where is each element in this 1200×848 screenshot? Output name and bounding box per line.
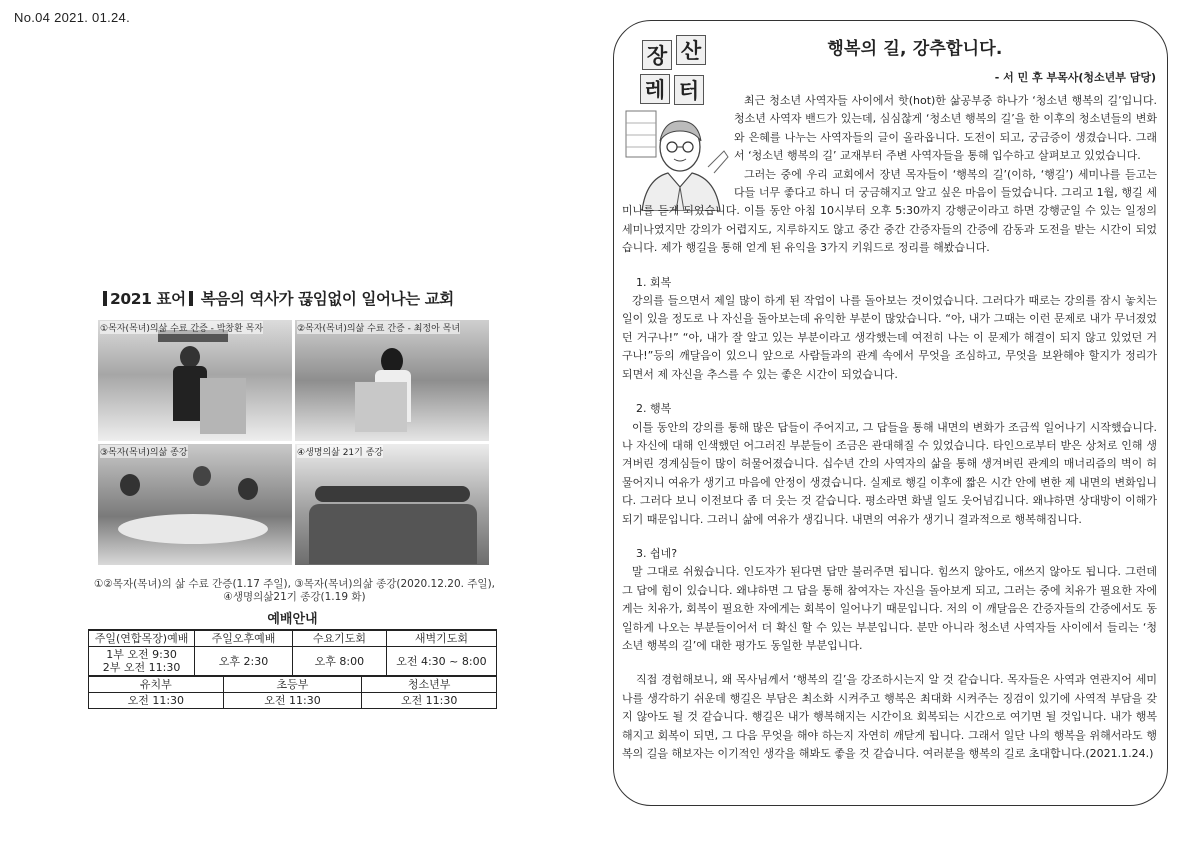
photo-label: ①목자(목녀)의삶 수료 간증 - 박창환 목자 (100, 321, 263, 334)
worship-header-dawn: 새벽기도회 (386, 630, 496, 647)
worship-table (88, 629, 497, 676)
section-heading-recovery: 1. 회복 (636, 275, 672, 289)
worship-header-sunday-afternoon: 주일오후예배 (195, 630, 293, 647)
column-tag-char: 장 (642, 40, 672, 70)
photo-testimony-1 (98, 320, 292, 441)
column-tag-char: 터 (674, 75, 704, 105)
worship-header-wednesday: 수요기도회 (292, 630, 386, 647)
worship-time-dawn: 오전 4:30 ~ 8:00 (386, 647, 496, 676)
photo-label: ②목자(목녀)의삶 수료 간증 - 최정아 목녀 (297, 321, 460, 334)
worship-header-sunday: 주일(연합목장)예배 (89, 630, 195, 647)
section-body-recovery: 강의를 들으면서 제일 많이 하게 된 작업이 나를 돌아보는 것이었습니다. 그러다가 때로는 강의를 잠시 놓치는 일이 있을 정도로 나 자신을 돌아보는데 유익한 부분이 많았습니다. “아, 내가 그때는 이런 문제로 내가 무너졌었던 거구나!” “아, 내가 잘 알고 있는 부분이라고 생각했는데 여전히 나는 이 문제가 해결이 되지 않고 있었던 거구나!”등의 깨달음이 있으니 앞으로 사람들과의 관계 속에서 무엇을 조심하고, 무엇을 보완해야 할지가 정리가 되면서 제 자신을 추스를 수 있는 좋은 시간이 되었습니다. (622, 294, 1157, 381)
sunday-first-service: 1부 오전 9:30 (106, 648, 177, 661)
article-title: 행복의 길, 강추합니다. (827, 39, 1003, 59)
worship-time-sunday-afternoon: 오후 2:30 (195, 647, 293, 676)
photo-label: ③목자(목녀)의삶 종강 (100, 445, 188, 458)
section-body-easy: 말 그대로 쉬웠습니다. 인도자가 된다면 답만 불러주면 됩니다. 힘쓰지 않아도, 애쓰지 않아도 됩니다. 그런데 그 답에 힘이 있습니다. 왜냐하면 그 답을 통해 참여자는 자신을 돌아보게 되고, 그러는 중에 치유가 필요한 자에게는 치유가, 회복이 필요한 자에게는 회복이 일어나기 때문입니다. 저의 이 깨달음은 간증자들의 간증에서도 동일하게 나오는 부분들이어서 더 확신 할 수 있는 부분입니다. 분만 아니라 청소년 사역자들 사이에서 들리는 ‘청소년 행복의 길’에 대한 평가도 동일한 부분입니다. (622, 565, 1157, 652)
motto-bar-left (103, 291, 107, 306)
photo-caption-line2: ④생명의삶21기 종강(1.19 화) (223, 591, 366, 603)
article-body (622, 92, 1157, 763)
photo-life-class-closing (295, 444, 489, 565)
dept-time-elementary: 오전 11:30 (223, 693, 362, 709)
article-closing: 직접 경험해보니, 왜 목사님께서 ‘행복의 길’을 강조하시는지 알 것 같습니다. 목자들은 사역과 연관지어 세미나를 생각하기 쉬운데 행길은 부담은 최소화 시켜주고 행복은 최대화 시켜주는 징검이 있기에 사역적 부담을 갖지 않아도 될 것 같습니다. 행길은 내가 행복해지는 시간이요 회복되는 시간으로 여기면 될 것입니다. 내가 행복해지고 회복이 되면, 그 다음 무엇을 해야 하는지 자연히 깨닫게 됩니다. 그래서 일단 나의 행복을 위해서라도 행복의 길을 해보자는 이기적인 생각을 해봐도 좋을 것 같습니다. 여러분을 행복의 길로 초대합니다.(2021.1.24.) (622, 673, 1157, 760)
motto-year-label: 2021 표어 (110, 290, 186, 308)
worship-title: 예배안내 (267, 612, 318, 627)
dept-header-kinder: 유치부 (89, 677, 224, 693)
column-tag-char: 레 (640, 74, 670, 104)
photo-caption-line1: ①②목자(목녀)의 삶 수료 간증(1.17 주일), ③목자(목녀)의삶 종강(2020.12.20. 주일), (93, 578, 496, 590)
sunday-second-service: 2부 오전 11:30 (102, 661, 181, 674)
dept-time-youth: 오전 11:30 (362, 693, 497, 709)
issue-number: No.04 2021. 01.24. (14, 10, 130, 25)
dept-header-youth: 청소년부 (362, 677, 497, 693)
church-motto (100, 287, 510, 309)
column-tag-char: 산 (676, 35, 706, 65)
section-heading-happiness: 2. 행복 (636, 402, 672, 416)
worship-time-sunday (89, 647, 195, 676)
motto-bar-right (189, 291, 193, 306)
article-author: - 서 민 후 부목사(청소년부 담당) (994, 71, 1156, 84)
portrait-float-spacer (622, 94, 734, 199)
photo-label: ④생명의삶 21기 종강 (297, 445, 383, 458)
motto-text: 복음의 역사가 끊임없이 일어나는 교회 (200, 290, 454, 308)
section-body-happiness: 이틀 동안의 강의를 통해 많은 답들이 주어지고, 그 답들을 통해 내면의 변화가 조금씩 일어나기 시작했습니다. 나 자신에 대해 인색했던 어그러진 부분들이 조금은 관대해질 수 있었습니다. 타인으로부터 받은 상처로 인해 생겨버린 경계심들이 많이 허물어졌습니다. 십수년 간의 사역자의 삶을 통해 생겨버린 관계의 매너리즘의 벽이 허물어지니 여유가 생기고 마음에 안정이 생겼습니다. 실제로 행길 이후에 짧은 시간 안에 변한 제 내면의 변화입니다. 그러다 보니 이전보다 좀 더 웃는 것 같습니다. 평소라면 화낼 일도 웃어넘깁니다. 왜냐하면 상대방이 이해가 되기 때문입니다. 그러니 삶에 여유가 생깁니다. 내면의 여유가 생기니 결과적으로 행복해집니다. (622, 420, 1157, 526)
department-table (88, 676, 497, 709)
article-intro-2: 그러는 중에 우리 교회에서 장년 목자들이 ‘행복의 길’(이하, ‘행길’) 세미나를 듣고는 다들 너무 좋다고 하니 더 궁금해지고 알고 싶은 마음이 들었습니다. 그리고 1월, 행길 세미나를 듣게 되었습니다. 이틀 동안 아침 10시부터 오후 5:30까지 강행군이라고 하면 강행군일 수 있는 일정의 세미나였지만 강의가 어렵지도, 지루하지도 않고 중간 중간 간증자들의 간증에 감동과 도전을 받는 시간이 되었습니다. 제가 행길을 통해 얻게 된 유익을 3가지 키워드로 정리를 해봤습니다. (622, 167, 1157, 255)
photo-testimony-2 (295, 320, 489, 441)
dept-header-elementary: 초등부 (223, 677, 362, 693)
article-intro-1: 최근 청소년 사역자들 사이에서 핫(hot)한 삶공부중 하나가 ‘청소년 행복의 길’입니다. 청소년 사역자 밴드가 있는데, 심심찮게 ‘청소년 행복의 길’을 한 이후의 청소년들의 변화와 은혜를 나누는 사역자들의 글이 올라옵니다. 도전이 되고, 궁금증이 생겼습니다. 그래서 ‘청소년 행복의 길’ 교재부터 주변 사역자들을 통해 입수하고 살펴보고 있었습니다. (734, 94, 1157, 163)
section-heading-easy: 3. 쉽네? (636, 546, 678, 560)
worship-schedule (88, 611, 497, 709)
photo-mokja-closing (98, 444, 292, 565)
dept-time-kinder: 오전 11:30 (89, 693, 224, 709)
photo-caption (92, 578, 497, 604)
worship-time-wednesday: 오후 8:00 (292, 647, 386, 676)
photo-grid (98, 320, 491, 568)
